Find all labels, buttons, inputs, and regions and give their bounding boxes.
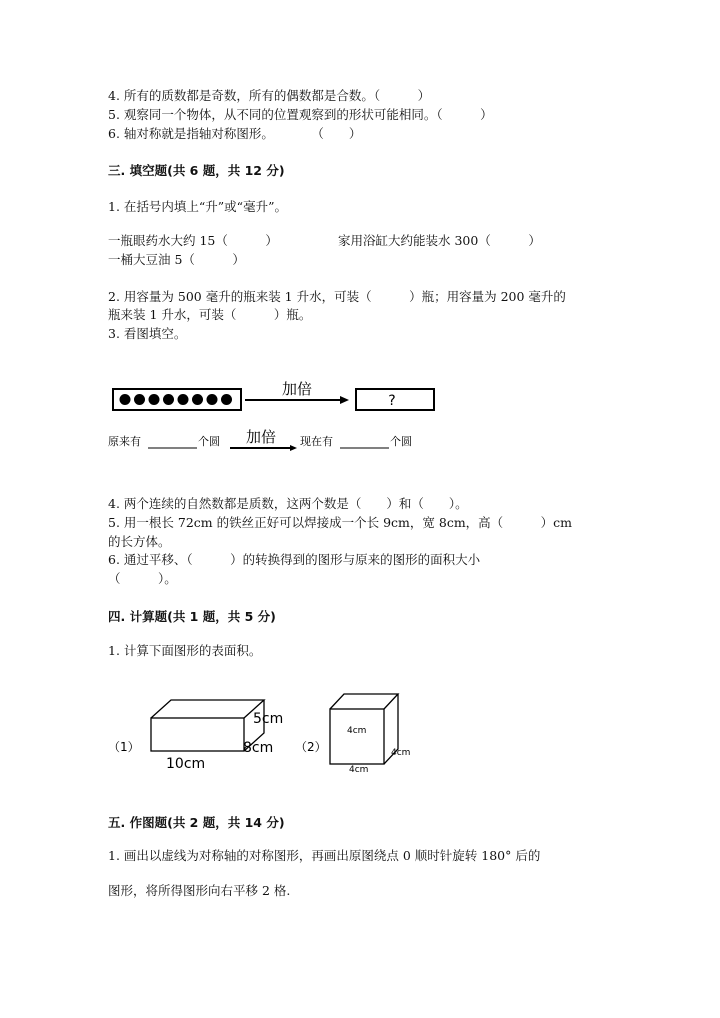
fill-q4: 4. 两个连续的自然数都是质数，这两个数是（ ）和（ ）。 — [108, 496, 468, 511]
fill-q3-stem: 3. 看图填空。 — [108, 326, 187, 341]
cuboid-length-label: 10cm — [166, 756, 206, 772]
original-suffix: 个圆 — [198, 435, 220, 448]
dot — [120, 394, 131, 405]
arrow-head — [340, 396, 349, 404]
fill-q1-stem: 1. 在括号内填上“升”或“毫升”。 — [108, 199, 287, 214]
section4-title: 四. 计算题(共 1 题，共 5 分) — [108, 609, 276, 624]
fig2-label: （2） — [295, 740, 327, 754]
dot — [163, 394, 174, 405]
fill-q5-line1: 5. 用一根长 72cm 的铁丝正好可以焊接成一个长 9cm，宽 8cm，高（ ）cm — [108, 515, 573, 530]
cube-bottom-label: 4cm — [349, 765, 369, 775]
fill-q1-c: 一桶大豆油 5（ ） — [108, 252, 245, 267]
fig1-label: （1） — [108, 740, 140, 754]
arrow-label: 加倍 — [281, 380, 313, 398]
calc-q1-stem: 1. 计算下面图形的表面积。 — [108, 643, 262, 658]
judge-q4: 4. 所有的质数都是奇数，所有的偶数都是合数。（ ） — [108, 88, 431, 103]
fill-q2-line2: 瓶来装 1 升水，可装（ ）瓶。 — [108, 307, 312, 322]
dot — [192, 394, 203, 405]
dot-row — [120, 394, 233, 405]
fill-q5-line2: 的长方体。 — [108, 534, 171, 549]
dot — [178, 394, 189, 405]
draw-q1-line2: 图形，将所得图形向右平移 2 格. — [108, 883, 291, 898]
dot — [207, 394, 218, 405]
fill-q1-b: 家用浴缸大约能装水 300（ ） — [338, 233, 541, 248]
dot — [134, 394, 145, 405]
cuboid-height-label: 5cm — [253, 711, 284, 727]
now-prefix: 现在有 — [300, 435, 333, 448]
fill-q1-a: 一瓶眼药水大约 15（ ） — [108, 233, 278, 248]
dot — [221, 394, 232, 405]
section5-title: 五. 作图题(共 2 题，共 14 分) — [108, 815, 285, 830]
cuboid-width-label: 8cm — [243, 740, 274, 756]
cube-front-label: 4cm — [347, 726, 367, 736]
arrow-head-2 — [290, 445, 297, 451]
draw-q1-line1: 1. 画出以虚线为对称轴的对称图形，再画出原图绕点 0 顺时针旋转 180° 后的 — [108, 848, 541, 863]
cube-side-label: 4cm — [391, 748, 411, 758]
arrow-label-2: 加倍 — [245, 428, 277, 446]
original-prefix: 原来有 — [108, 435, 141, 448]
dot — [149, 394, 160, 405]
section3-title: 三. 填空题(共 6 题，共 12 分) — [108, 163, 285, 178]
fill-q2-line1: 2. 用容量为 500 毫升的瓶来装 1 升水，可装（ ）瓶；用容量为 200 毫升的 — [108, 289, 566, 304]
solids-figure — [108, 688, 428, 778]
judge-q6: 6. 轴对称就是指轴对称图形。 （ ） — [108, 126, 362, 141]
doubling-figure — [100, 372, 450, 460]
question-mark: ? — [388, 393, 396, 409]
fill-q6-line1: 6. 通过平移、（ ）的转换得到的图形与原来的图形的面积大小 — [108, 552, 481, 567]
judge-q5: 5. 观察同一个物体，从不同的位置观察到的形状可能相同。（ ） — [108, 107, 493, 122]
fill-q6-line2: （ ）。 — [108, 571, 177, 586]
now-suffix: 个圆 — [390, 435, 412, 448]
